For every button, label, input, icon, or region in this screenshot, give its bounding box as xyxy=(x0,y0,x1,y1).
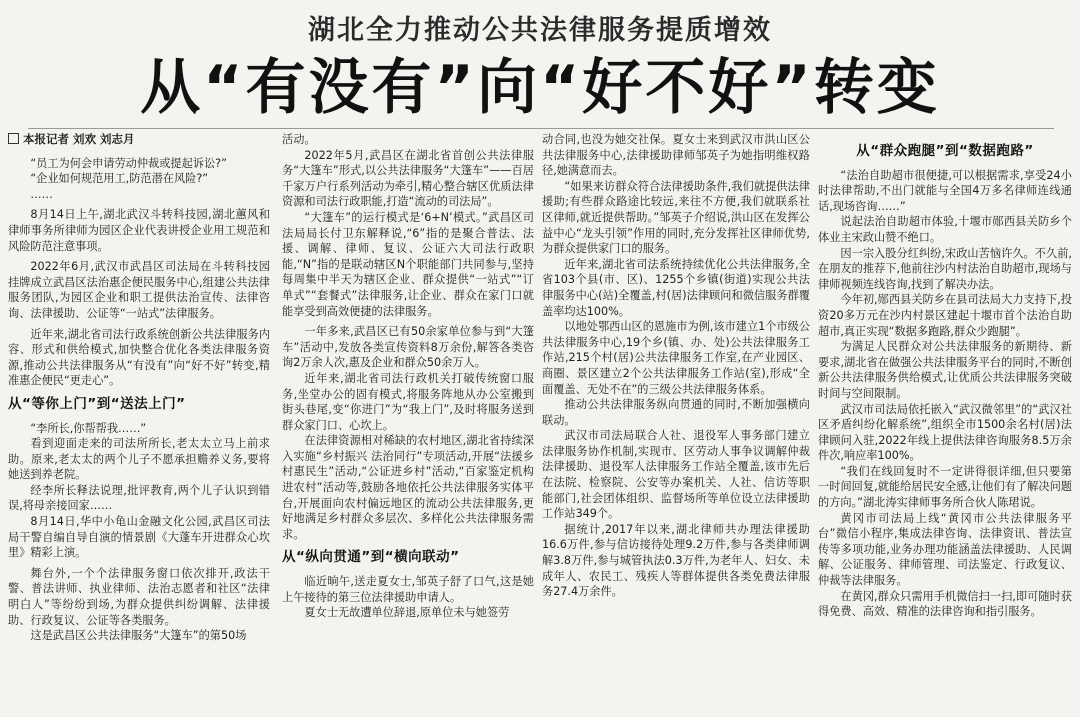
paragraph: “员工为何会申请劳动仲裁或提起诉讼?” xyxy=(30,156,227,170)
paragraph: 活动。 xyxy=(282,133,316,146)
paragraph: 一年多来,武昌区已有50余家单位参与到“大篷车”活动中,发放各类宣传资料8万余份,解答各类咨询2万余人次,惠及企业和群众50余万人。 xyxy=(282,325,534,370)
paragraph: 临近晌午,送走夏女士,邹英子舒了口气,这是她上午接待的第三位法律援助申请人。 xyxy=(282,575,534,604)
paragraph: 推动公共法律服务纵向贯通的同时,不断加强横向联动。 xyxy=(542,398,810,427)
article-subtitle: 湖北全力推动公共法律服务提质增效 xyxy=(308,15,772,46)
paragraph: 武汉市司法局联合人社、退役军人事务部门建立法律服务协作机制,实现市、区劳动人事争议调解仲裁法律援助、退役军人法律服务工作站全覆盖,该市先后在法院、检察院、公安等办案机关、人社、信访等职能部门,社会团体组织、监督场所等单位设立法律援助工作站349个。 xyxy=(542,429,810,521)
paragraph: “法治自助超市很便捷,可以根据需求,享受24小时法律帮助,不出门就能与全国4万多名律师连线通话,现场咨询……” xyxy=(818,168,1072,213)
paragraph: 2022年6月,武汉市武昌区司法局在斗转科技园挂牌成立武昌区法治惠企便民服务中心,组建公共法律服务团队,为园区企业和职工提供法治宣传、法律咨询、法律援助、公证等“一站式”法律服务。 xyxy=(8,260,270,320)
column-1 xyxy=(8,132,270,717)
paragraph: 武汉市司法局依托嵌入“武汉微邻里”的“武汉社区矛盾纠纷化解系统”,组织全市1500余名村(居)法律顾问入驻,2022年线上提供法律咨询服务8.5万余件次,响应率100%。 xyxy=(818,402,1072,463)
paragraph: 近年来,湖北省司法行政机关打破传统窗口服务,坐堂办公的固有模式,将服务阵地从办公室搬到街头巷尾,变“你进门”为“我上门”,及时将服务送到群众家门口、心坎上。 xyxy=(282,371,534,432)
paragraph: “企业如何规范用工,防范潜在风险?” xyxy=(30,172,209,186)
paragraph: 以地处鄂西山区的恩施市为例,该市建立1个市级公共法律服务中心,19个乡(镇、办、处)公共法律服务工作站,215个村(居)公共法律服务工作室,在产业园区、商圈、景区建立2个公共法律服务工作站(室),形成“全面覆盖、无处不在”的三级公共法律服务体系。 xyxy=(542,320,810,396)
square-bullet-icon xyxy=(8,133,19,144)
paragraph: 近年来,湖北省司法行政系统创新公共法律服务内容、形式和供给模式,加快整合优化各类法律服务资源,推动公共法律服务从“有没有”向“好不好”转变,精准惠企便民“更走心”。 xyxy=(8,327,270,388)
paragraph: 为满足人民群众对公共法律服务的新期待、新要求,湖北省在做强公共法律服务平台的同时,不断创新公共法律服务供给模式,让优质公共法律服务突破时间与空间限制。 xyxy=(818,340,1072,400)
paragraph: 据统计,2017年以来,湖北律师共办理法律援助16.6万件,参与信访接待处理9.2万件,参与各类律师调解3.8万件,参与城管执法0.3万件,为老年人、妇女、未成年人、农民工、残疾人等群体提供各类免费法律服务27.4万余件。 xyxy=(542,522,810,599)
paragraph: “李所长,你帮帮我……” xyxy=(30,421,147,435)
paragraph: 舞台外,一个个法律服务窗口依次排开,政法干警、普法讲师、执业律师、法治志愿者和社区“法律明白人”等纷纷到场,为群众提供纠纷调解、法律援助、行政复议、公证等各类服务。 xyxy=(8,566,270,627)
byline xyxy=(8,132,270,148)
paragraph: 在黄冈,群众只需用手机微信扫一扫,即可随时获得免费、高效、精准的法律咨询和指引服务。 xyxy=(818,589,1072,619)
section-heading: 从“等你上门”到“送法上门” xyxy=(8,395,186,412)
paragraph: 在法律资源相对稀缺的农村地区,湖北省持续深入实施“乡村振兴 法治同行”专项活动,开展“法援乡村惠民生”活动,“公证进乡村”活动,“百家鉴定机构进农村”活动等,鼓励各地依托公共法律服务实体平台,开展面向农村偏远地区的流动公共法律服务,更好地满足乡村群众多层次、多样化公共法律服务需求。 xyxy=(282,434,534,541)
divider xyxy=(28,128,1054,129)
paragraph: 看到迎面走来的司法所所长,老太太立马上前求助。原来,老太太的两个儿子不愿承担赡养义务,要将她送到养老院。 xyxy=(8,437,270,482)
section-heading: 从“纵向贯通”到“横向联动” xyxy=(282,549,460,566)
paragraph: 夏女士无故遭单位辞退,原单位未与她签劳 xyxy=(304,606,510,620)
paragraph: 近年来,湖北省司法系统持续优化公共法律服务,全省103个县(市、区)、1255个乡镇(街道)实现公共法律服务中心(站)全覆盖,村(居)法律顾问和微信服务群覆盖率均达100%。 xyxy=(542,257,810,318)
paragraph: 黄冈市司法局上线“黄冈市公共法律服务平台”微信小程序,集成法律咨询、法律资讯、普法宣传等多项功能,业务办理功能涵盖法律援助、人民调解、公证服务、律师管理、司法鉴定、行政复议、仲裁等法律服务。 xyxy=(818,511,1072,588)
column-2 xyxy=(282,132,534,717)
paragraph: 因一宗入股分红纠纷,宋政山苦恼许久。不久前,在朋友的推荐下,他前往沙内村法治自助超市,现场与律师视频连线咨询,找到了解决办法。 xyxy=(818,246,1072,291)
paragraph: “如果来访群众符合法律援助条件,我们就提供法律援助;有些群众路途比较远,来往不方便,我们就联系社区律师,就近提供帮助。”邹英子介绍说,洪山区在发挥公益中心“龙头引领”作用的同时,充分发挥社区律师优势,为群众提供家门口的服务。 xyxy=(542,179,810,256)
paragraph: 8月14日上午,湖北武汉斗转科技园,湖北蕙风和律师事务所律师为园区企业代表讲授企业用工规范和风险防范注意事项。 xyxy=(8,208,270,253)
column-3 xyxy=(542,132,810,717)
paragraph: 8月14日,华中小龟山金融文化公园,武昌区司法局干警自编自导自演的情景剧《大蓬车开进群众心坎里》精彩上演。 xyxy=(8,515,270,560)
paragraph: 经李所长释法说理,批评教育,两个儿子认识到错误,将母亲接回家…… xyxy=(8,483,270,513)
paragraph: “大篷车”的运行模式是‘6+N’模式。”武昌区司法局局长付卫东解释说,“6”指的是聚合普法、法援、调解、律师、复议、公证六大司法行政职能,“N”指的是联动辖区N个职能部门共同参与,坚持每周集中半天为辖区企业、群众提供“一站式”“订单式”“套餐式”法律服务,让企业、群众在家门口就能享受到高效便捷的法律服务。 xyxy=(282,210,534,318)
paragraph: 这是武昌区公共法律服务“大篷车”的第50场 xyxy=(30,629,247,643)
paragraph: 2022年5月,武昌区在湖北省首创公共法律服务“大篷车”形式,以公共法律服务“大篷车”——百居千家万户行系列活动为牵引,精心整合辖区优质法律资源和司法行政职能,打造“流动的司法局”。 xyxy=(282,148,534,209)
paragraph: “我们在线回复时不一定讲得很详细,但只要第一时间回复,就能给居民安全感,让他们有了解决问题的方向。”湖北涛实律师事务所合伙人陈珺说。 xyxy=(818,464,1072,510)
section-heading: 从“群众跑腿”到“数据跑路” xyxy=(856,143,1034,159)
paragraph: 今年初,郧西县关防乡在县司法局大力支持下,投资20多万元在沙内村景区建起十堰市首个法治自助超市,真正实现“数据多跑路,群众少跑腿”。 xyxy=(818,293,1072,338)
column-4 xyxy=(818,132,1072,717)
byline-text: 本报记者 刘欢 刘志月 xyxy=(23,132,135,146)
paragraph: …… xyxy=(30,187,53,201)
paragraph: 动合同,也没为她交社保。夏女士来到武汉市洪山区公共法律服务中心,法律援助律师邹英子为她指明维权路径,她满意而去。 xyxy=(542,133,810,178)
article-headline: 从“有没有”向“好不好”转变 xyxy=(140,53,940,123)
paragraph: 说起法治自助超市体验,十堰市郧西县关防乡个体业主宋政山赞不绝口。 xyxy=(818,215,1072,244)
